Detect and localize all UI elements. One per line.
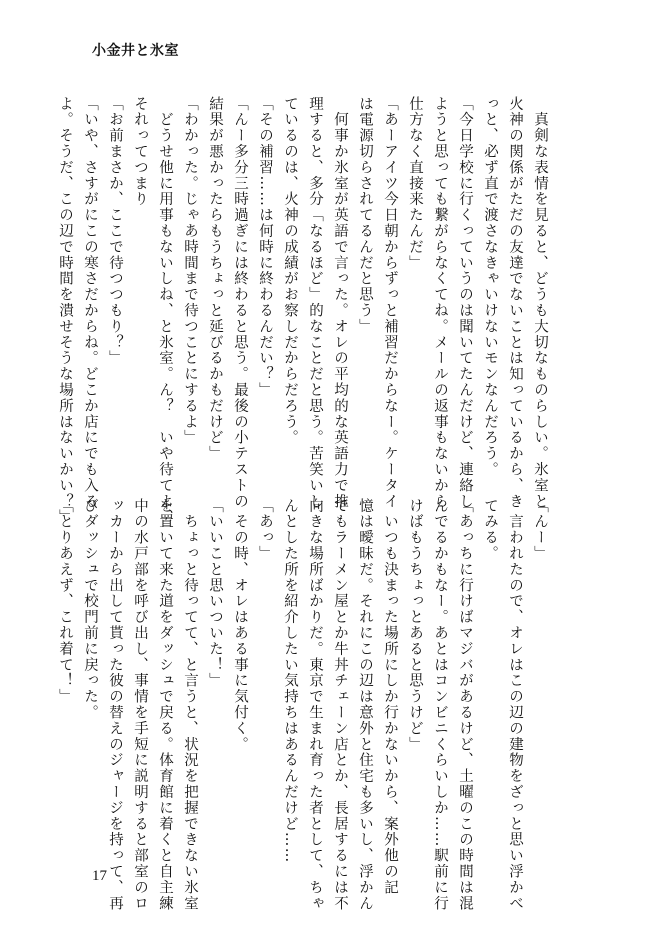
text-line: 言われたので、オレはこの辺の建物をざっと思い浮かべ [507,498,523,912]
text-line: ているのは、火神の成績がお察しだからだろう。 [282,96,298,446]
text-line: いつも決まった場所にしか行かないから、案外他の記 [382,498,398,896]
running-header-title: 小金井と氷室 [92,43,179,59]
text-line: 「いや、さすがにこの寒さだからね。どこか店にでも入る [82,96,98,510]
text-line: てみる。 [482,498,498,562]
text-line: どうせ他に用事もないしね、と氷室。ん？ いや待てよ、 [157,96,173,526]
text-line: ようと思っても繋がらなくてね。メールの返事もないから [432,96,448,510]
text-line: 仕方なく直接来たんだ」 [407,96,423,271]
text-line: 「んー」 [532,498,548,562]
text-line: んとした所を紹介したい気持ちはあるんだけど…… [282,498,298,864]
text-line: でもラーメン屋とか牛丼チェーン店とか、長居するには不 [332,498,348,912]
text-line: 「その補習……は何時に終わるんだい？」 [257,96,273,399]
text-line: その時、オレはある事に気付く。 [232,498,248,753]
page-number: 17 [92,868,107,884]
text-line: 結果が悪かったらもうちょっと延びるかもだけど」 [207,96,223,462]
text-block-top [57,96,552,526]
text-line: っと、必ず直で渡さなきゃいけないモンなんだろう。 [482,96,498,478]
text-line: けばもうちょっとあると思うけど」 [407,498,423,753]
text-line: よ。そうだ、この辺で時間を潰せそうな場所はないかい？」 [57,96,73,526]
text-line: 「あっ」 [257,498,273,562]
text-line: んでるかもなー。あとはコンビニくらいしか……駅前に行 [432,498,448,912]
text-line: 「あーアイツ今日朝からずっと補習だからなー。ケータイ [382,96,398,510]
text-line: 「とりあえず、これ着て！」 [57,498,73,705]
text-line: 「わかった。じゃあ時間まで待つことにするよ」 [182,96,198,446]
text-line: 中の水戸部を呼び出し、事情を手短に説明すると部室のロ [132,498,148,912]
text-line: を置いて来た道をダッシュで戻る。体育館に着くと自主練 [157,498,173,912]
text-line: それってつまり [132,96,148,208]
text-line: 真剣な表情を見ると、どうも大切なものらしい。氷室と [532,96,548,510]
text-line: 憶は曖昧だ。それにこの辺は意外と住宅も多いし、浮かん [357,498,373,912]
text-line: びダッシュで校門前に戻った。 [82,498,98,721]
text-line: 火神の関係がただの友達でないことは知っているから、き [507,96,523,510]
text-line: 「いいこと思いついた！」 [207,498,223,689]
text-line: 「んー多分三時過ぎには終わると思う。最後の小テストの [232,96,248,510]
text-line: は電源切らされてるんだと思う」 [357,96,373,335]
text-line: ちょっと待ってて、と言うと、状況を把握できない氷室 [182,498,198,912]
text-line: 理すると、多分「なるほど」的なことだと思う。苦笑いし [307,96,323,510]
text-line: 「お前まさか、ここで待つつもり？」 [107,96,123,367]
text-line: 「あっちに行けばマジバがあるけど、土曜のこの時間は混 [457,498,473,912]
text-line: 何事か氷室が英語で言った。オレの平均的な英語力で推 [332,96,348,510]
text-line: 向きな場所ばかりだ。東京で生まれ育った者として、ちゃ [307,498,323,912]
text-line: ッカーから出して貰った彼の替えのジャージを持って、再 [107,498,123,912]
text-line: 「今日学校に行くっていうのは聞いてたんだけど、連絡し [457,96,473,510]
